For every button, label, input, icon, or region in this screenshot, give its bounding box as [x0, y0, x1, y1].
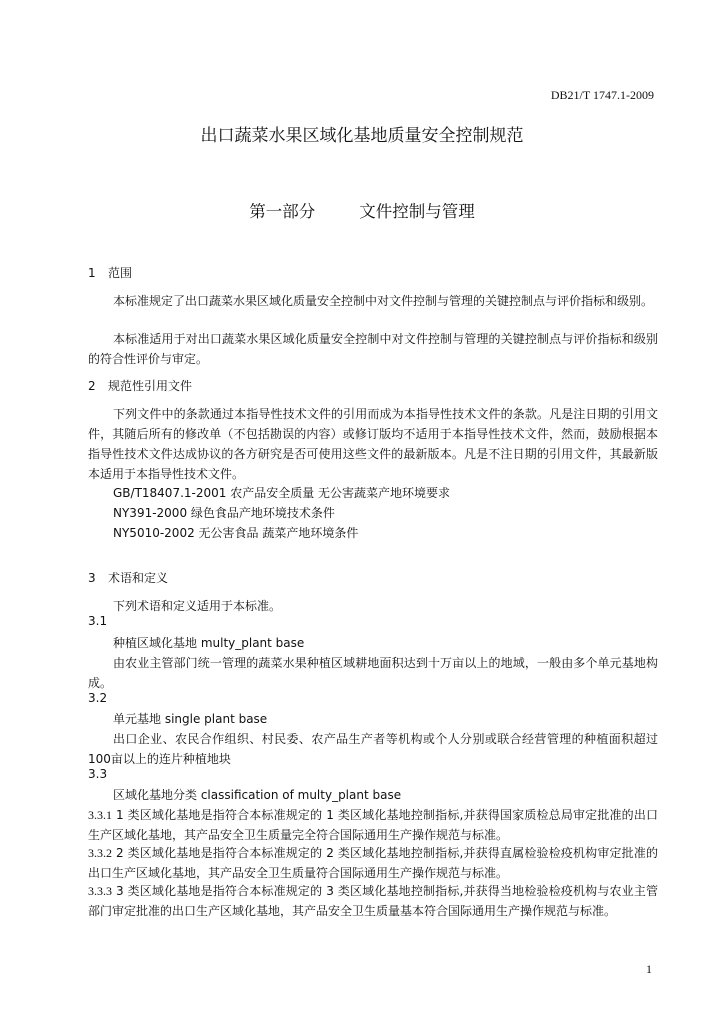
- part-subtitle: [0, 198, 724, 222]
- term-title: 单元基地 single plant base: [113, 712, 268, 726]
- page-number: 1: [646, 962, 652, 976]
- scope-paragraph-2: 本标准适用于对出口蔬菜水果区域化质量安全控制中对文件控制与管理的关键控制点与评价指标和级别的符合性评价与审定。: [88, 332, 658, 366]
- classification-item: [88, 881, 658, 921]
- section-number: 2: [88, 379, 96, 393]
- clause-number: 3.3.1: [88, 808, 112, 822]
- reference-item: GB/T18407.1-2001 农产品安全质量 无公害蔬菜产地环境要求: [113, 486, 451, 500]
- section-number: 1: [88, 266, 96, 280]
- scope-paragraph-1: 本标准规定了出口蔬菜水果区域化质量安全控制中对文件控制与管理的关键控制点与评价指标和级别。: [113, 294, 654, 308]
- document-title: 出口蔬菜水果区域化基地质量安全控制规范: [200, 126, 524, 146]
- section-title: 规范性引用文件: [108, 379, 193, 393]
- classification-item: [88, 805, 658, 845]
- part-name: 文件控制与管理: [359, 202, 475, 221]
- clause-number: 3.1: [88, 614, 108, 628]
- term-definition: 出口企业、农民合作组织、村民委、农产品生产者等机构或个人分别或联合经营管理的种植面积超过100亩以上的连片种植地块: [88, 732, 658, 766]
- classification-text: 1 类区域化基地是指符合本标准规定的 1 类区域化基地控制指标,并获得国家质检总局审定批准的出口生产区域化基地，其产品安全卫生质量完全符合国际通用生产操作规范与标准。: [88, 808, 658, 842]
- section-heading-terms: [88, 569, 168, 586]
- term-title: 种植区域化基地 multy_plant base: [113, 636, 305, 650]
- term-title: 区域化基地分类 classification of multy_plant base: [113, 788, 402, 802]
- clause-number: 3.2: [88, 691, 108, 705]
- section-title: 范围: [108, 266, 133, 280]
- classification-text: 3 类区域化基地是指符合本标准规定的 3 类区域化基地控制指标,并获得当地检验检疫机构与农业主管部门审定批准的出口生产区域化基地，其产品安全卫生质量基本符合国际通用生产操作规范与标准。: [88, 884, 658, 918]
- standard-number: DB21/T 1747.1-2009: [550, 88, 654, 102]
- reference-item: NY391-2000 绿色食品产地环境技术条件: [113, 506, 335, 520]
- term-definition: 由农业主管部门统一管理的蔬菜水果种植区域耕地面积达到十万亩以上的地域，一般由多个单元基地构成。: [88, 656, 658, 690]
- classification-item: [88, 843, 658, 883]
- reference-item: NY5010-2002 无公害食品 蔬菜产地环境条件: [113, 526, 359, 540]
- references-paragraph: 下列文件中的条款通过本指导性技术文件的引用而成为本指导性技术文件的条款。凡是注日期的引用文件，其随后所有的修改单（不包括勘误的内容）或修订版均不适用于本指导性技术文件，然而，鼓励根据本指导性技术文件达成协议的各方研究是否可使用这些文件的最新版本。凡是不注日期的引用文件，其最新版本适用于本指导性技术文件。: [88, 407, 658, 481]
- clause-number: 3.3.3: [88, 884, 112, 898]
- clause-number: 3.3.2: [88, 846, 112, 860]
- terms-intro: 下列术语和定义适用于本标准。: [113, 599, 282, 613]
- section-heading-normative-references: [88, 377, 192, 394]
- section-number: 3: [88, 571, 96, 585]
- classification-text: 2 类区域化基地是指符合本标准规定的 2 类区域化基地控制指标,并获得直属检验检疫机构审定批准的出口生产区域化基地，其产品安全卫生质量符合国际通用生产操作规范与标准。: [88, 846, 658, 880]
- part-number: 第一部分: [249, 202, 316, 221]
- section-title: 术语和定义: [108, 571, 169, 585]
- section-heading-scope: [88, 264, 132, 281]
- clause-number: 3.3: [88, 767, 108, 781]
